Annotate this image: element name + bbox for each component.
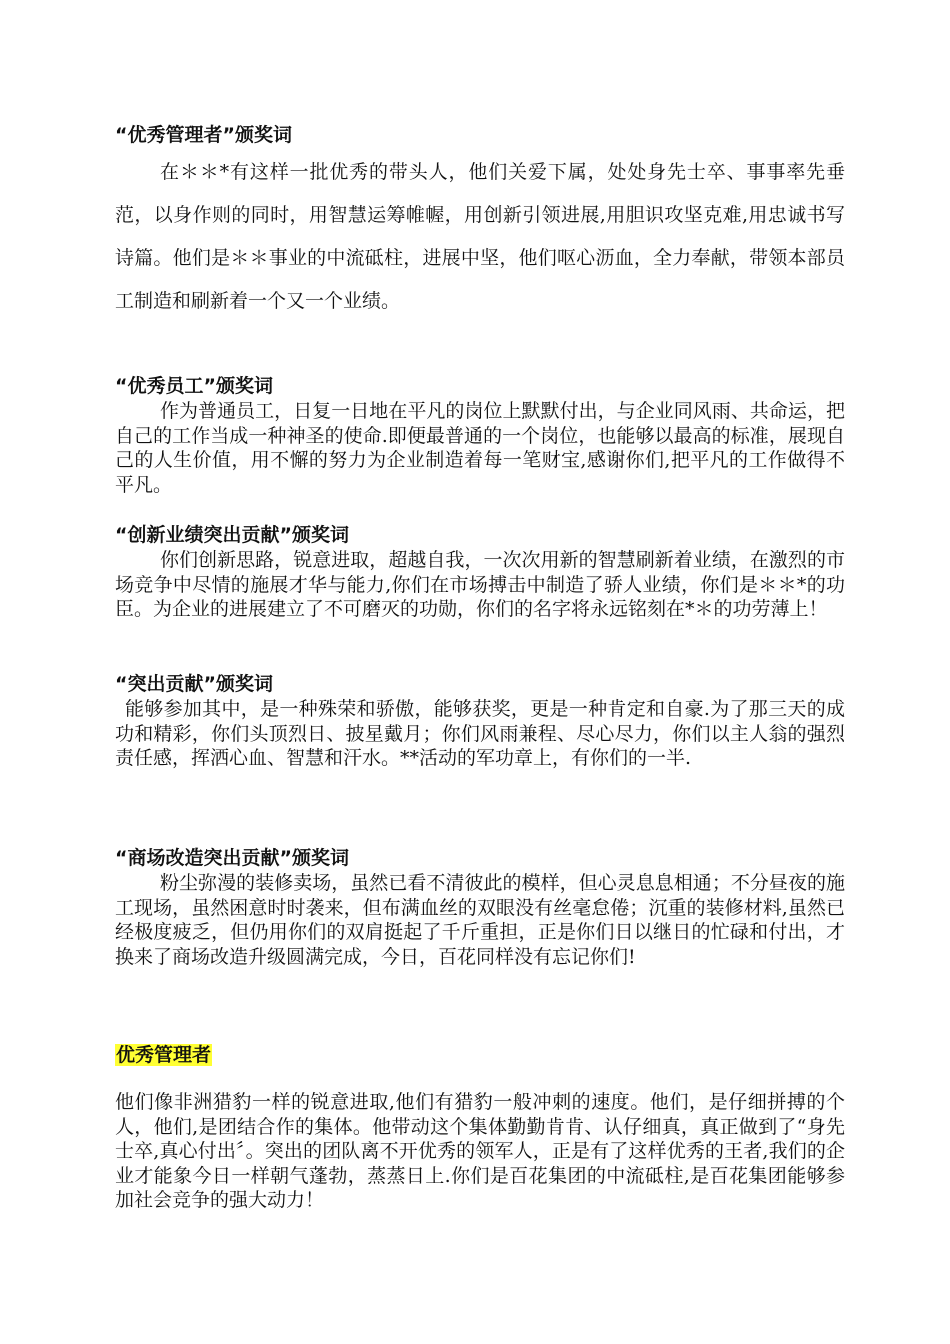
section-title: “创新业绩突出贡献”颁奖词: [115, 524, 349, 546]
highlighted-title: 优秀管理者: [116, 1044, 212, 1066]
section-body: 能够参加其中，是一种殊荣和骄傲，能够获奖，更是一种肯定和自豪.为了那三天的成功和精彩，你们头顶烈日、披星戴月；你们风雨兼程、尽心尽力，你们以主人翁的强烈责任感，挥洒心血、智慧和汗水。**活动的军功章上，有你们的一半.: [115, 698, 845, 769]
section-body: 粉尘弥漫的装修卖场，虽然已看不清彼此的模样，但心灵息息相通；不分昼夜的施工现场，虽然困意时时袭来，但布满血丝的双眼没有丝毫怠倦；沉重的装修材料,虽然已经极度疲乏，但仍用你们的双肩挺起了千斤重担，正是你们日以继日的忙碌和付出，才换来了商场改造升级圆满完成，今日，百花同样没有忘记你们!: [115, 872, 845, 968]
section-title: “商场改造突出贡献”颁奖词: [115, 847, 349, 869]
section-body: 他们像非洲猎豹一样的锐意进取,他们有猎豹一般冲刺的速度。他们，是仔细拼搏的个人，他们,是团结合作的集体。他带动这个集体勤勤肯肯、认仔细真，真正做到了“身先士卒,真心付出〞。突出的团队离不开优秀的领军人，正是有了这样优秀的王者,我们的企业才能象今日一样朝气蓬勃，蒸蒸日上.你们是百花集团的中流砥柱,是百花集团能够参加社会竞争的强大动力！: [115, 1091, 845, 1211]
section-body: 你们创新思路，锐意进取，超越自我，一次次用新的智慧刷新着业绩，在激烈的市场竞争中尽情的施展才华与能力,你们在市场搏击中制造了骄人业绩，你们是＊＊*的功臣。为企业的进展建立了不可磨灭的功勋，你们的名字将永远铭刻在*＊的功劳薄上！: [115, 549, 845, 620]
section-title: “突出贡献”颁奖词: [115, 673, 273, 695]
section-body: 在＊＊*有这样一批优秀的带头人，他们关爱下属，处处身先士卒、事事率先垂范，以身作则的同时，用智慧运筹帷幄，用创新引领进展,用胆识攻坚克难,用忠诚书写诗篇。他们是＊＊事业的中流砥柱，进展中坚，他们呕心沥血，全力奉献，带领本部员工制造和刷新着一个又一个业绩。: [115, 161, 845, 312]
section-title: “优秀管理者”颁奖词: [115, 124, 292, 146]
section-body: 作为普通员工，日复一日地在平凡的岗位上默默付出，与企业同风雨、共命运，把自己的工作当成一种神圣的使命.即便最普通的一个岗位，也能够以最高的标准，展现自己的人生价值，用不懈的努力为企业制造着每一笔财宝,感谢你们,把平凡的工作做得不平凡。: [115, 400, 845, 496]
section-title-highlighted: [115, 1042, 212, 1068]
section-title: “优秀员工”颁奖词: [115, 375, 273, 397]
